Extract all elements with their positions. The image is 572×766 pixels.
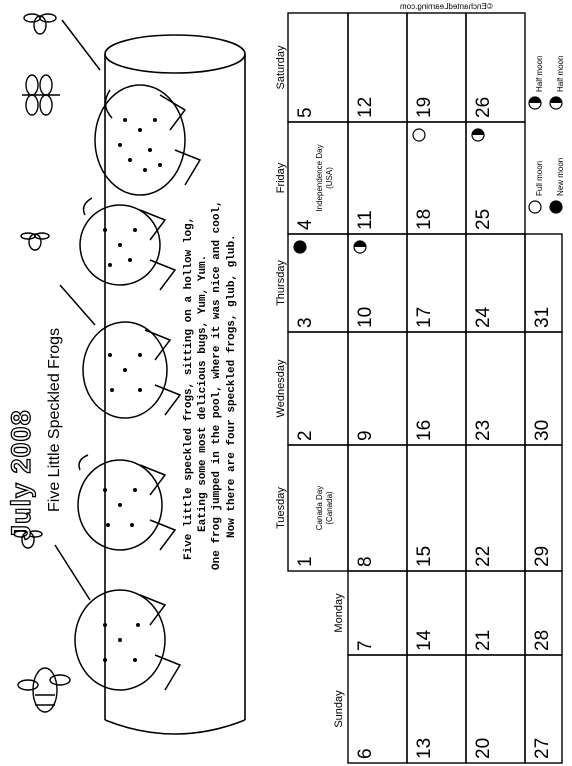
day-cell (288, 332, 348, 445)
new-moon-icon (294, 241, 306, 253)
day-number: 29 (532, 545, 553, 567)
legend-half-moon-icon (529, 97, 541, 103)
day-number: 19 (414, 96, 435, 118)
day-number: 13 (414, 737, 435, 759)
day-cell (348, 332, 407, 445)
page-title: July 2008 (6, 409, 36, 540)
day-number: 30 (532, 419, 553, 441)
half-moon-icon (472, 129, 484, 135)
day-number: 18 (414, 208, 435, 230)
holiday-label: (Canada) (325, 491, 334, 525)
legend-label: Half moon (556, 55, 565, 92)
day-number: 10 (355, 306, 376, 328)
day-number: 26 (473, 96, 494, 118)
legend-label: Half moon (535, 55, 544, 92)
day-number: 11 (355, 210, 376, 230)
day-number: 6 (355, 748, 376, 759)
day-number: 17 (414, 306, 435, 328)
poem-line: One frog jumped in the pool, where it was nice and cool, (211, 200, 223, 570)
day-number: 12 (355, 96, 376, 118)
day-number: 22 (473, 545, 494, 567)
day-number: 21 (473, 629, 494, 651)
legend-half-moon-icon (550, 97, 562, 103)
day-number: 16 (414, 419, 435, 441)
legend-label: Full moon (535, 160, 544, 196)
day-number: 8 (355, 556, 376, 567)
credit-text: ©EnchantedLearning.com (400, 2, 493, 11)
day-number: 31 (532, 306, 553, 328)
day-number: 23 (473, 419, 494, 441)
poem-line: Five little speckled frogs, sitting on a hollow log, (183, 216, 195, 560)
weekday-label: Tuesday (275, 487, 287, 529)
weekday-label: Thursday (275, 260, 287, 306)
weekday-label: Friday (275, 162, 287, 194)
day-number: 3 (295, 317, 316, 328)
day-number: 1 (295, 556, 316, 567)
full-moon-icon (413, 129, 425, 141)
day-number: 15 (414, 545, 435, 567)
day-number: 25 (473, 208, 494, 230)
legend-full-moon-icon (529, 201, 541, 213)
day-number: 4 (295, 219, 316, 230)
day-number: 27 (532, 737, 553, 759)
day-number: 24 (473, 306, 494, 328)
weekday-label: Saturday (275, 45, 287, 90)
legend-new-moon-icon (550, 201, 562, 213)
weekday-label: Monday (333, 593, 345, 633)
weekday-label: Sunday (333, 690, 345, 728)
poem-line: Eating some most delicious bugs, Yum, Yum. (197, 254, 209, 532)
day-number: 5 (295, 107, 316, 118)
weekday-label: Wednesday (275, 359, 287, 418)
day-number: 9 (355, 430, 376, 441)
day-number: 7 (355, 640, 376, 651)
holiday-label: Canada Day (315, 485, 324, 531)
half-moon-icon (354, 241, 366, 247)
day-number: 14 (414, 629, 435, 651)
day-cell (288, 13, 348, 122)
page-subtitle: Five Little Speckled Frogs (46, 327, 63, 512)
day-number: 28 (532, 629, 553, 651)
day-cell (348, 445, 407, 571)
day-number: 2 (295, 430, 316, 441)
holiday-label: Independence Day (315, 144, 324, 212)
day-number: 20 (473, 737, 494, 759)
day-cell (348, 655, 407, 763)
poem-line: Now there are four speckled frogs, glub, glub. (226, 234, 238, 538)
legend-label: New moon (556, 157, 565, 196)
holiday-label: (USA) (325, 167, 334, 189)
